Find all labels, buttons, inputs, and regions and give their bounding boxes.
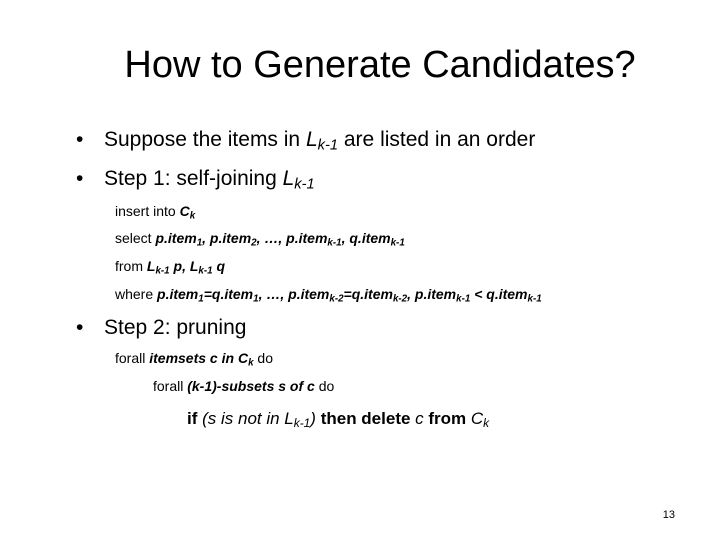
step1-select-line: select p.item$_1$, p.item$_2$, …, p.item$_{k-1}$, q.item$_{k-1}$ bbox=[115, 230, 405, 249]
bullet-dot-icon: • bbox=[76, 316, 84, 339]
slide-title: How to Generate Candidates? bbox=[124, 44, 636, 86]
bullet-step1: • Step 1: self-joining $L_{k-1}$ bbox=[76, 167, 315, 193]
step1-insert-line: insert into $C_k$ bbox=[115, 203, 196, 222]
step1-where-line: where p.item$_1$=q.item$_1$, …, p.item$_{k-2}$=q.item$_{k-2}$, p.item$_{k-1}$ < q.item$_{k-1}$ bbox=[115, 286, 542, 305]
step2-forall-subsets-line: forall (k-1)-subsets s of c do bbox=[153, 378, 335, 394]
bullet-items-order: • Suppose the items in $L_{k-1}$ are listed in an order bbox=[76, 128, 536, 154]
bullet-step2: • Step 2: pruning bbox=[76, 316, 247, 339]
step2-forall-itemsets-line: forall itemsets c in $C_k$ do bbox=[115, 350, 273, 369]
bullet-dot-icon: • bbox=[76, 128, 84, 151]
step2-if-line: if (s is not in $L_{k-1}$) then delete c from $C_k$ bbox=[187, 409, 490, 430]
step1-from-line: from $L_{k-1}$ p, $L_{k-1}$ q bbox=[115, 258, 226, 277]
page-number: 13 bbox=[662, 509, 675, 521]
bullet-dot-icon: • bbox=[76, 167, 84, 190]
